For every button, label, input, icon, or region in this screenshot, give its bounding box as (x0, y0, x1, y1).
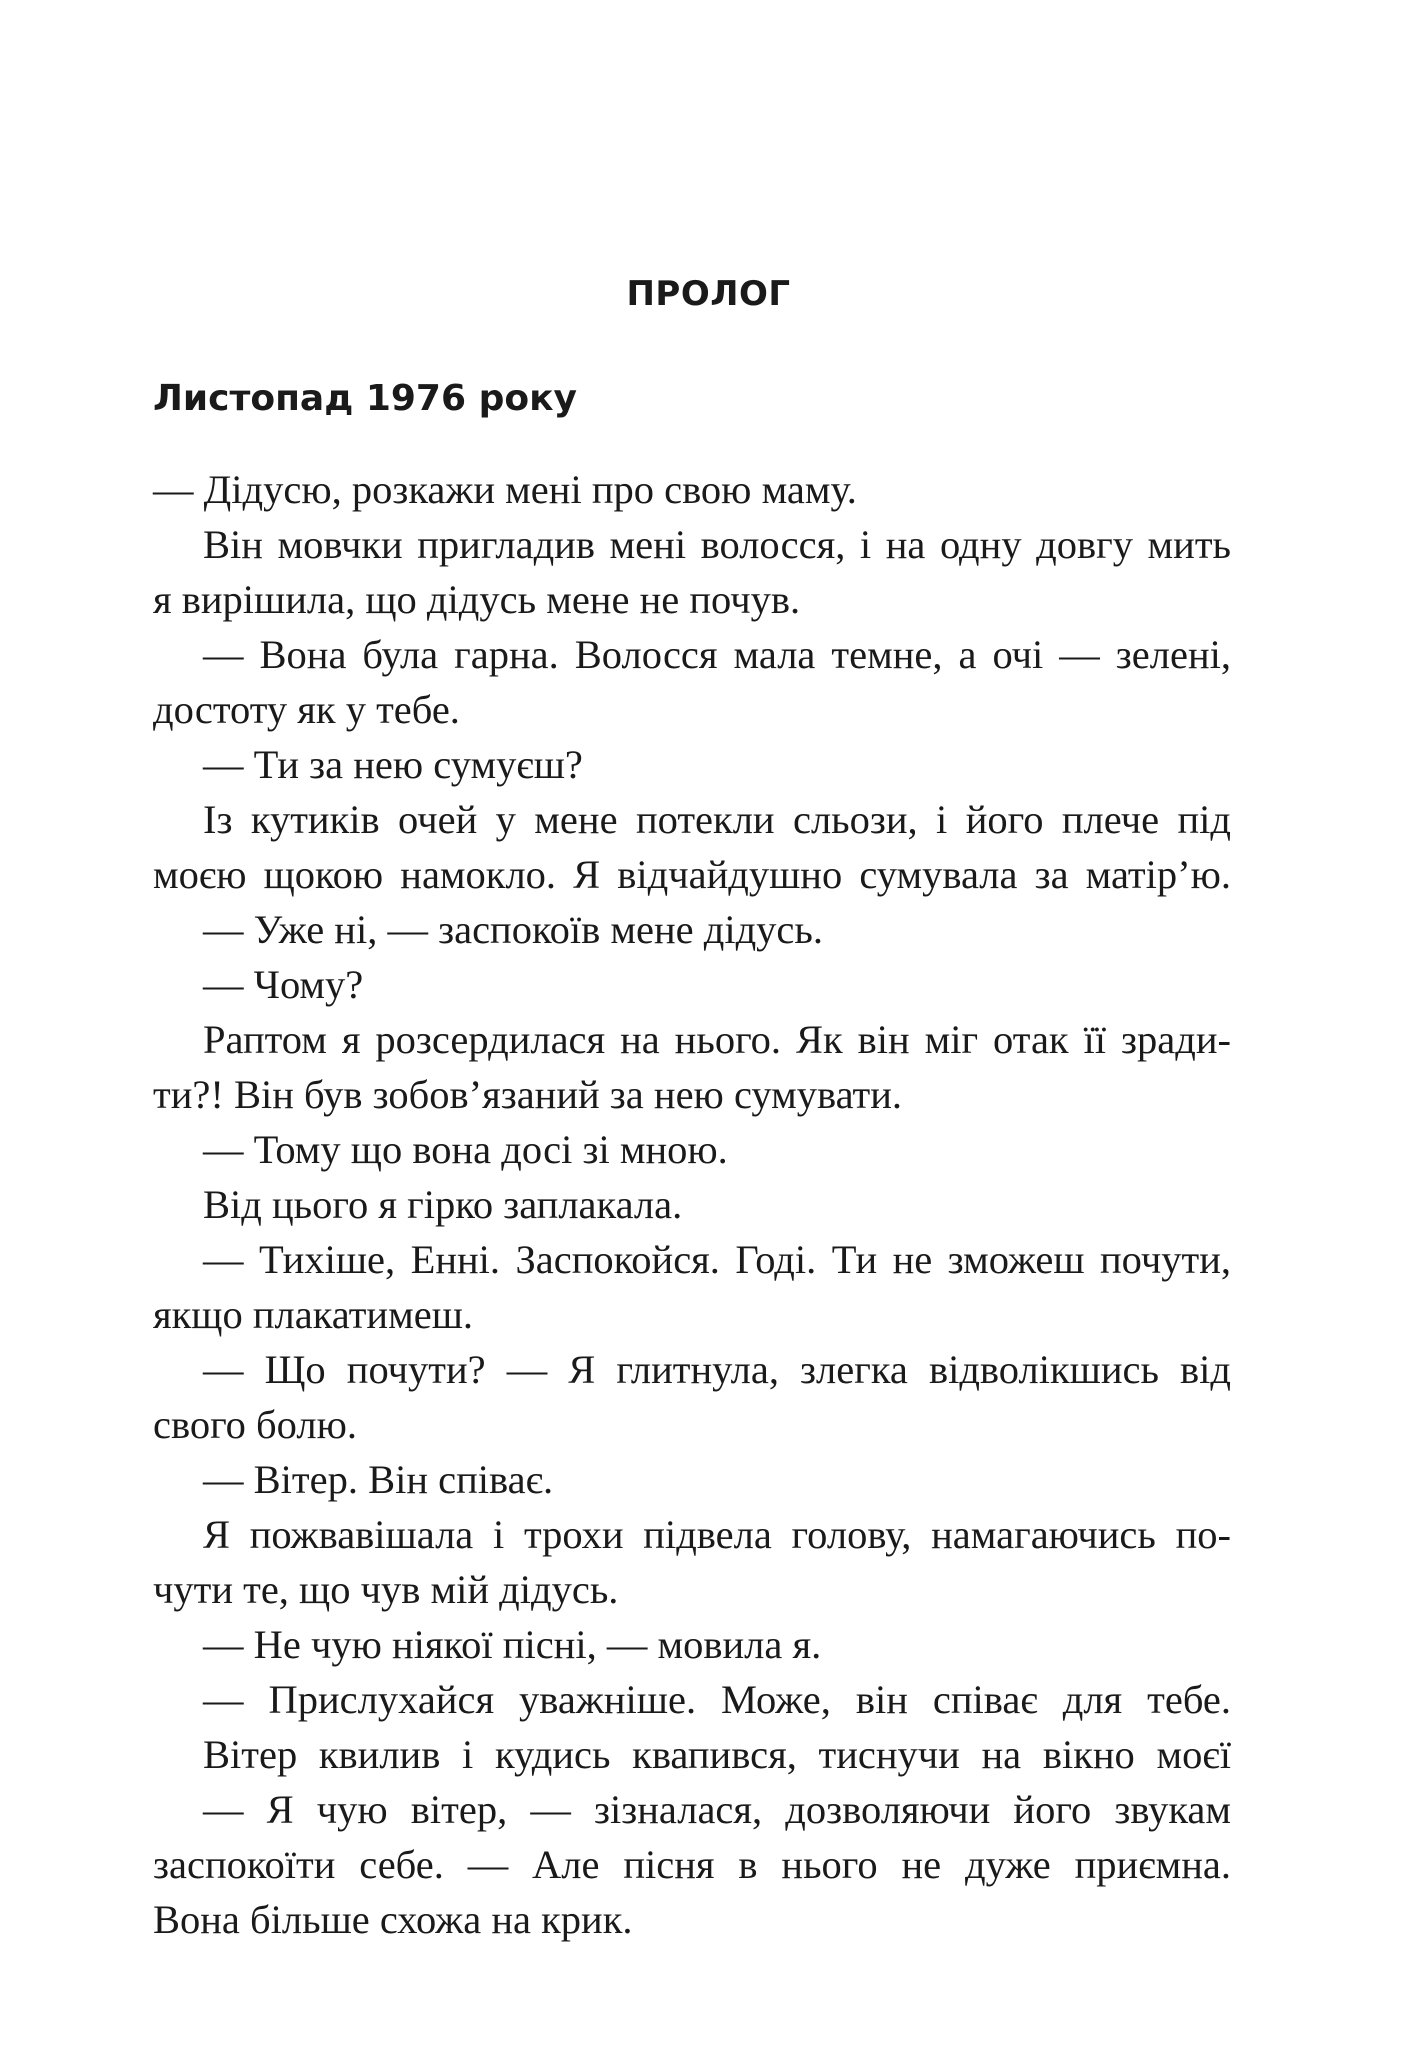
text-line: — Що почути? — Я глитнула, злегка відволікшись від (203, 1347, 1231, 1392)
text-line: — Тому що вона досі зі мною. (203, 1127, 728, 1172)
text-line: свого болю. (153, 1402, 357, 1447)
text-line: заспокоїти себе. — Але пісня в нього не дуже приємна. (153, 1842, 1231, 1887)
text-line: — Ти за нею сумуєш? (203, 742, 583, 787)
text-line: моєю щокою намокло. Я відчайдушно сумувала за матір’ю. (153, 852, 1231, 897)
chapter-title: ПРОЛОГ (626, 274, 791, 314)
text-line: — Дідусю, розкажи мені про свою маму. (153, 467, 857, 512)
text-line: Він мовчки пригладив мені волосся, і на одну довгу мить (203, 522, 1231, 567)
text-line: — Я чую вітер, — зізналася, дозволяючи його звукам (203, 1787, 1231, 1832)
text-line: якщо плакатимеш. (153, 1292, 474, 1337)
text-line: ти?! Він був зобов’язаний за нею сумувати. (153, 1072, 902, 1117)
text-line: — Чому? (203, 962, 364, 1007)
text-line: — Уже ні, — заспокоїв мене дідусь. (203, 907, 823, 952)
text-line: Із кутиків очей у мене потекли сльози, і його плече під (203, 797, 1231, 842)
text-line: — Прислухайся уважніше. Може, він співає для тебе. (203, 1677, 1231, 1722)
text-line: Вона більше схожа на крик. (153, 1897, 633, 1942)
body-text (153, 462, 1231, 1947)
text-line: — Вітер. Він співає. (203, 1457, 554, 1502)
text-line: — Вона була гарна. Волосся мала темне, а очі — зелені, (203, 632, 1231, 677)
chapter-subtitle: Листопад 1976 року (153, 378, 577, 419)
text-line: Вітер квилив і кудись квапився, тиснучи на вікно моєї (203, 1732, 1231, 1777)
text-line: я вирішила, що дідусь мене не почув. (153, 577, 801, 622)
text-line: — Не чую ніякої пісні, — мовила я. (203, 1622, 822, 1667)
text-line: Я пожвавішала і трохи підвела голову, намагаючись по- (203, 1512, 1231, 1557)
text-line: Від цього я гірко заплакала. (203, 1182, 683, 1227)
text-line: чути те, що чув мій дідусь. (153, 1567, 619, 1612)
text-line: достоту як у тебе. (153, 687, 460, 732)
text-line: — Тихіше, Енні. Заспокойся. Годі. Ти не зможеш почути, (203, 1237, 1231, 1282)
text-line: Раптом я розсердилася на нього. Як він міг отак її зради- (203, 1017, 1231, 1062)
